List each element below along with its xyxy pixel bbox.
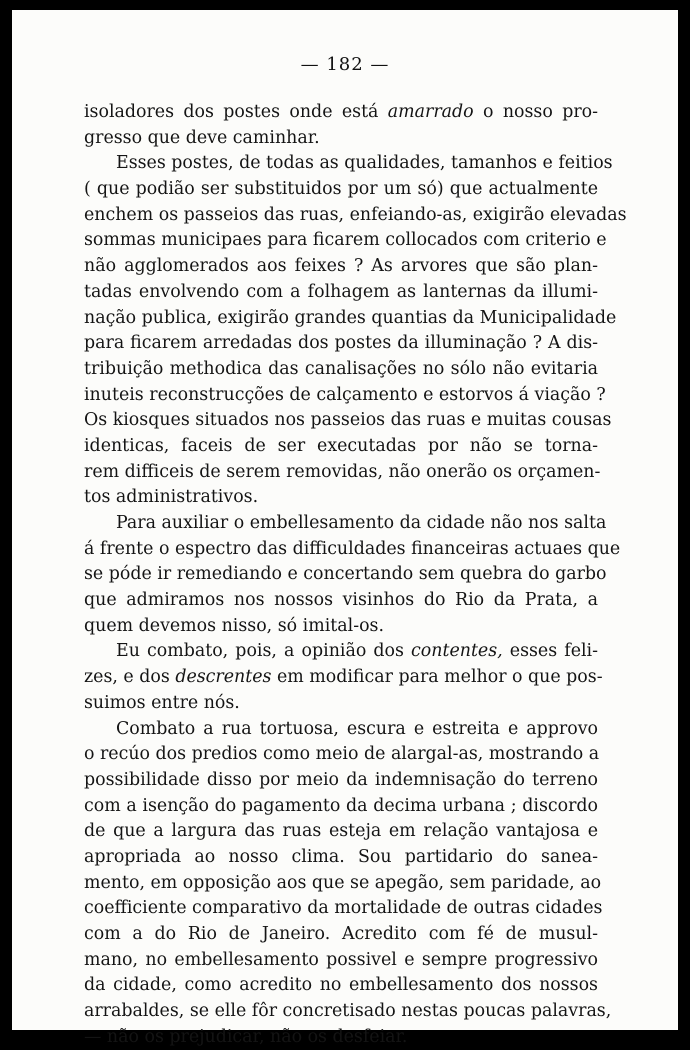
paragraph-2	[84, 151, 627, 511]
text-line: mento, em opposição aos que se apegão, sem paridade, ao	[84, 872, 602, 893]
page-number: — 182 —	[300, 54, 390, 75]
text-line: enchem os passeios das ruas, enfeiando-as, exigirão elevadas	[84, 204, 627, 225]
text-line: mano, no embellesamento possivel e sempre progressivo	[84, 949, 598, 970]
text-line: para ficarem arredadas dos postes da illuminação ? A dis-	[84, 333, 598, 354]
text-line: possibilidade disso por meio da indemnisação do terreno	[84, 769, 598, 790]
text-line: Esses postes, de todas as qualidades, tamanhos e feitios	[116, 153, 613, 174]
body-text	[84, 100, 627, 1050]
text-line: tadas envolvendo com a folhagem as lanternas da illumi-	[84, 281, 598, 302]
text-line: com a do Rio de Janeiro. Acredito com fé de musul-	[84, 924, 598, 944]
text-line: isoladores dos postes onde está amarrado o nosso pro-	[84, 102, 598, 122]
text-line: tos administrativos.	[84, 487, 259, 508]
text-line: rem difficeis de serem removidas, não onerão os orçamen-	[84, 461, 601, 482]
text-line: á frente o espectro das difficuldades financeiras actuaes que	[84, 538, 621, 559]
text-line: Os kiosques situados nos passeios das ruas e muitas cousas	[84, 410, 612, 431]
text-line: arrabaldes, se elle fôr concretisado nestas poucas palavras,	[84, 1001, 612, 1022]
text-line: gresso que deve caminhar.	[84, 127, 320, 148]
book-page	[12, 10, 678, 1047]
text-line: suimos entre nós.	[84, 692, 240, 713]
paragraph-5	[84, 717, 612, 1050]
text-line: — não os prejudicar, não os desfeiar.	[84, 1026, 408, 1047]
text-line: sommas municipaes para ficarem collocados com criterio e	[84, 230, 607, 251]
text-line: quem devemos nisso, só imital-os.	[84, 615, 384, 636]
emphasis: amarrado	[387, 102, 474, 122]
text-line: da cidade, como acredito no embellesamento dos nossos	[84, 975, 598, 996]
text-line: tribuição methodica das canalisações no sólo não evitaria	[84, 358, 598, 379]
text-line: inuteis reconstrucções de calçamento e estorvos á viação ?	[84, 384, 606, 405]
paragraph-3	[84, 511, 621, 639]
text-line: de que a largura das ruas esteja em relação vantajosa e	[84, 821, 598, 842]
text-line: Para auxiliar o embellesamento da cidade não nos salta	[116, 513, 607, 533]
text-line: ( que podião ser substituidos por um só) que actualmente	[84, 179, 598, 200]
text-line: se póde ir remediando e concertando sem quebra do garbo	[84, 564, 607, 585]
paragraph-4	[84, 639, 603, 716]
emphasis: descrentes	[175, 667, 272, 688]
paragraph-1	[84, 100, 598, 151]
text-line: que admiramos nos nossos visinhos do Rio da Prata, a	[84, 590, 598, 611]
text-line: Eu combato, pois, a opinião dos contentes, esses feli-	[116, 641, 598, 662]
text-line: identicas, faceis de ser executadas por não se torna-	[84, 435, 598, 456]
text-line: nação publica, exigirão grandes quantias da Municipalidade	[84, 307, 617, 328]
text-line: com a isenção do pagamento da decima urbana ; discordo	[84, 795, 598, 816]
text-line: Combato a rua tortuosa, escura e estreita e approvo	[116, 718, 598, 739]
text-line: zes, e dos descrentes em modificar para melhor o que pos-	[84, 667, 603, 688]
text-line: apropriada ao nosso clima. Sou partidario do sanea-	[84, 846, 598, 867]
text-line: coefficiente comparativo da mortalidade de outras cidades	[84, 898, 603, 919]
text-line: o recúo dos predios como meio de alargal-as, mostrando a	[84, 744, 600, 765]
emphasis: contentes,	[411, 641, 503, 662]
text-line: não agglomerados aos feixes ? As arvores que são plan-	[84, 256, 598, 277]
